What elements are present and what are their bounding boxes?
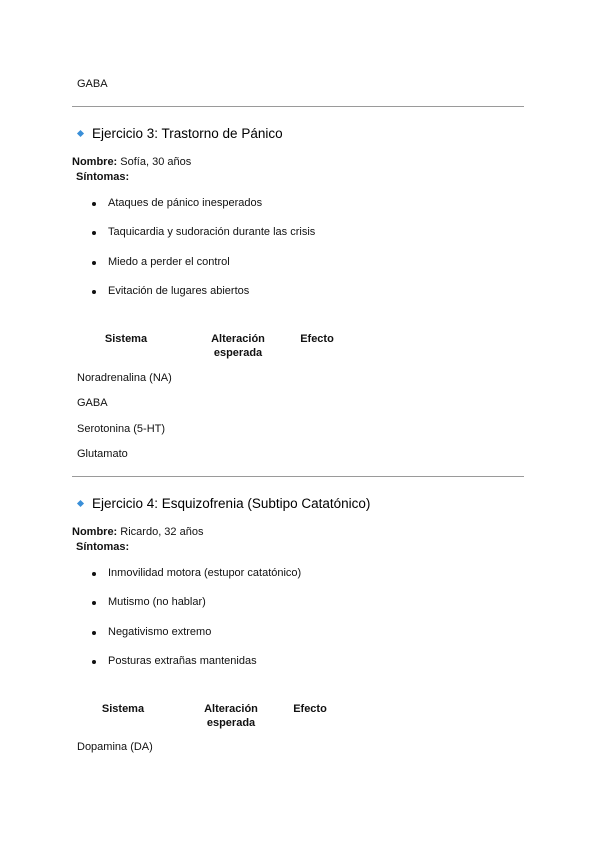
table-row: Glutamato (77, 448, 128, 460)
patient-name (72, 156, 191, 168)
list-item: Taquicardia y sudoración durante las crisis (108, 226, 316, 238)
bullet-icon (92, 601, 96, 605)
list-item: Ataques de pánico inesperados (108, 197, 263, 209)
table-row: GABA (77, 78, 108, 90)
name-value: Ricardo, 32 años (117, 526, 204, 538)
divider (72, 476, 524, 477)
exercise-4-title: Ejercicio 4: Esquizofrenia (Subtipo Catatónico) (92, 496, 371, 511)
exercise-3-title: Ejercicio 3: Trastorno de Pánico (92, 126, 283, 141)
name-label: Nombre: (72, 156, 118, 168)
bullet-icon (92, 202, 96, 206)
column-header-alteracion: Alteración esperada (204, 703, 258, 729)
table-row: GABA (77, 397, 108, 409)
column-header-sistema: Sistema (101, 703, 145, 715)
bullet-icon (92, 231, 96, 235)
name-label: Nombre: (72, 526, 118, 538)
bullet-icon (92, 631, 96, 635)
symptoms-label: Síntomas: (76, 171, 130, 183)
list-item: Evitación de lugares abiertos (108, 285, 250, 297)
divider (72, 106, 524, 107)
bullet-icon (92, 660, 96, 664)
list-item: Negativismo extremo (108, 626, 212, 638)
column-header-sistema: Sistema (104, 333, 148, 345)
column-header-efecto: Efecto (300, 333, 334, 345)
diamond-bullet-icon (77, 500, 84, 507)
name-value: Sofía, 30 años (117, 156, 192, 168)
table-row: Noradrenalina (NA) (77, 372, 172, 384)
symptoms-label: Síntomas: (76, 541, 130, 553)
patient-name (72, 526, 203, 538)
column-header-alteracion: Alteración esperada (211, 333, 265, 359)
bullet-icon (92, 290, 96, 294)
bullet-icon (92, 572, 96, 576)
bullet-icon (92, 261, 96, 265)
column-header-efecto: Efecto (293, 703, 327, 715)
list-item: Miedo a perder el control (108, 256, 230, 268)
table-row: Serotonina (5-HT) (77, 423, 166, 435)
diamond-bullet-icon (77, 130, 84, 137)
table-row: Dopamina (DA) (77, 741, 153, 753)
list-item: Posturas extrañas mantenidas (108, 655, 257, 667)
list-item: Inmovilidad motora (estupor catatónico) (108, 567, 302, 579)
list-item: Mutismo (no hablar) (108, 596, 206, 608)
